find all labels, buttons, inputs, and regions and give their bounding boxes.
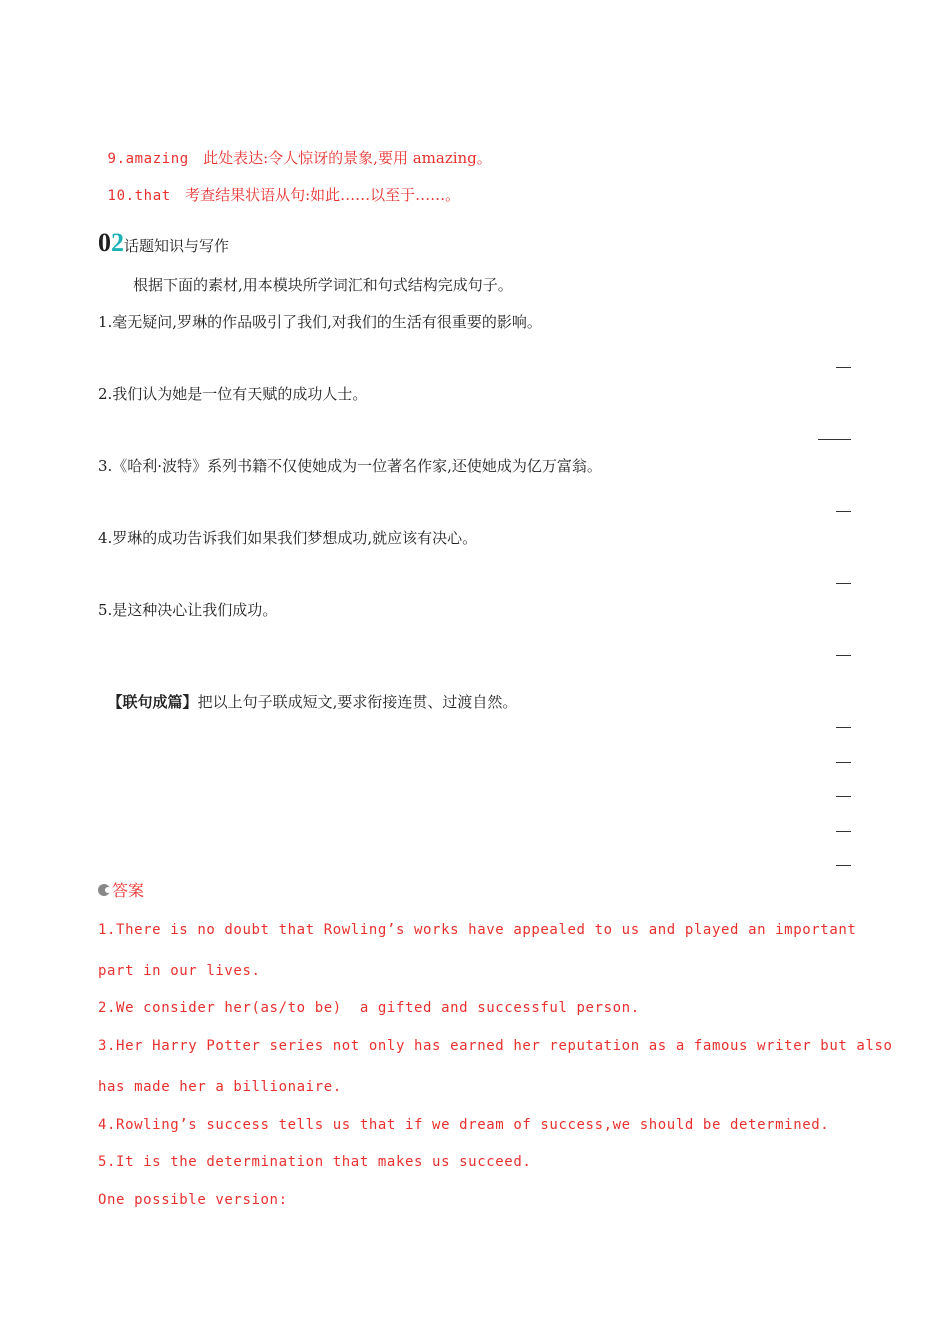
answer-line-4: 3.Her Harry Potter series not only has earned her reputation as a famous writer but also [98,1038,893,1054]
answer-9-num: 9. [107,151,126,167]
link-task-text: 把以上句子联成短文,要求衔接连贯、过渡自然。 [197,693,518,711]
answer-line-7: 5.It is the determination that makes us succeed. [98,1154,532,1170]
essay-line-4[interactable] [836,831,851,832]
answer-9-word: amazing [125,151,189,167]
answer-blank-4[interactable] [836,583,851,584]
answer-heading [98,878,144,901]
answer-blank-3[interactable] [836,511,851,512]
answer-9 [98,128,492,169]
essay-line-3[interactable] [836,796,851,797]
item-1: 1.毫无疑问,罗琳的作品吸引了我们,对我们的生活有很重要的影响。 [98,313,542,331]
answer-icon [98,884,110,896]
answer-line-3: 2.We consider her(as/to be) a gifted and successful person. [98,1000,640,1016]
section-heading [98,228,229,260]
essay-line-5[interactable] [836,865,851,866]
section-number: 02 [98,228,124,257]
answer-line-8: One possible version: [98,1192,288,1208]
item-3: 3.《哈利·波特》系列书籍不仅使她成为一位著名作家,还使她成为亿万富翁。 [98,457,602,475]
answer-title: 答案 [112,881,145,900]
link-task-label: 【联句成篇】 [107,693,198,711]
answer-10-note: 考查结果状语从句:如此……以至于……。 [185,186,461,204]
essay-line-1[interactable] [836,727,851,728]
item-2: 2.我们认为她是一位有天赋的成功人士。 [98,385,368,403]
answer-10 [98,165,460,206]
instruction: 根据下面的素材,用本模块所学词汇和句式结构完成句子。 [133,276,513,294]
answer-line-2: part in our lives. [98,963,261,979]
section-title: 话题知识与写作 [124,237,230,255]
answer-line-1: 1.There is no doubt that Rowling’s works have appealed to us and played an important [98,922,857,938]
answer-line-5: has made her a billionaire. [98,1079,342,1095]
answer-blank-5[interactable] [836,655,851,656]
answer-blank-2[interactable] [818,439,851,440]
answer-10-num: 10. [107,188,135,204]
item-5: 5.是这种决心让我们成功。 [98,601,278,619]
link-task [98,672,517,712]
item-4: 4.罗琳的成功告诉我们如果我们梦想成功,就应该有决心。 [98,529,478,547]
answer-10-word: that [134,188,171,204]
answer-line-6: 4.Rowling’s success tells us that if we dream of success,we should be determined. [98,1117,830,1133]
essay-line-2[interactable] [836,762,851,763]
answer-blank-1[interactable] [836,367,851,368]
answer-9-note: 此处表达:令人惊讶的景象,要用 amazing。 [203,149,492,167]
